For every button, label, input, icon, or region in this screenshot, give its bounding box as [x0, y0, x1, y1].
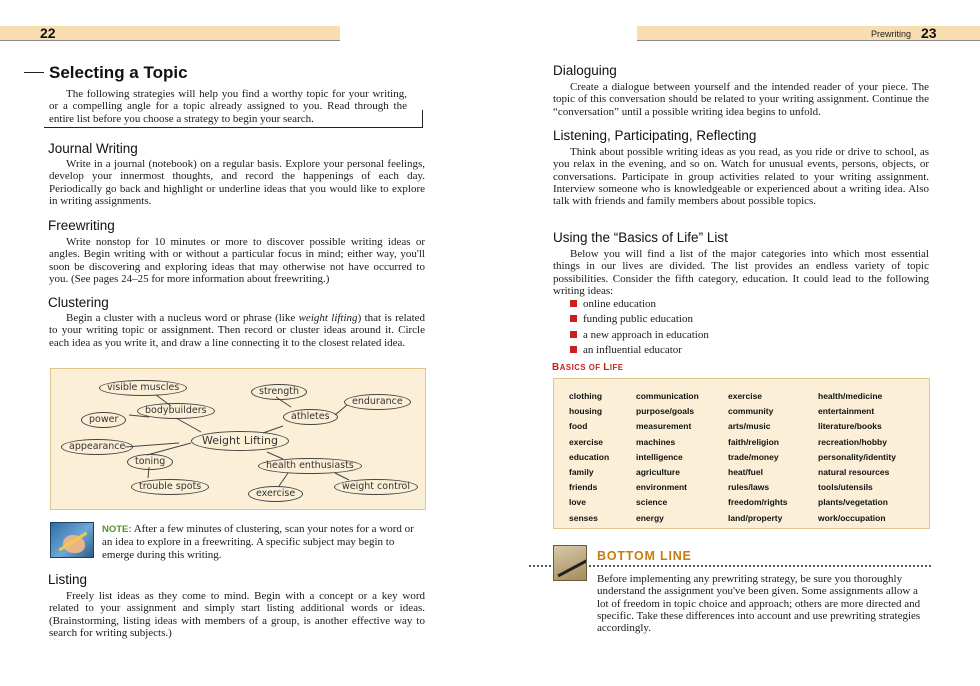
table-cell: energy	[636, 512, 664, 523]
bottom-line-paragraph: Before implementing any prewriting strategy, be sure you thoroughly understand the assignment you've been given. Some assignments allow a lot of freedom in topic choice and approach; others are more directed and specific. Take these differences into account and use prewriting strategies accordingly.	[597, 573, 921, 635]
cluster-node-center: Weight Lifting	[191, 431, 289, 451]
cluster-node-health-enthusiasts: health enthusiasts	[258, 458, 362, 474]
table-cell: freedom/rights	[728, 497, 788, 508]
title-bracket-bottom	[44, 127, 423, 128]
table-cell: exercise	[569, 436, 604, 447]
table-cell: health/medicine	[818, 391, 883, 401]
heading-clustering: Clustering	[48, 295, 109, 310]
table-cell: natural resources	[818, 467, 890, 478]
list-item	[570, 329, 930, 344]
fountain-pen-icon	[553, 545, 587, 581]
table-column	[818, 389, 896, 526]
cluster-node-endurance: endurance	[344, 394, 411, 410]
cluster-node-exercise: exercise	[248, 486, 303, 502]
clustering-text-end: ) that is related to your writing topic or assignment. Then record or cluster ideas around it. Circle each idea as you write it, and draw a line connecting it to the closest related idea.	[49, 312, 426, 349]
heading-dialoguing: Dialoguing	[553, 63, 617, 78]
cluster-node-weight-control: weight control	[334, 479, 418, 495]
paragraph-journal-writing: Write in a journal (notebook) on a regular basis. Explore your personal feelings, develop your innermost thoughts, and record the happenings of each day. Periodically go back and highlight or underline ideas that you would like to explore in writing assignments.	[49, 158, 425, 207]
page-number-right: 23	[921, 25, 937, 41]
title-part-1: ASICS OF	[559, 363, 604, 372]
page-number-left: 22	[40, 25, 56, 41]
bullet-text: online education	[583, 298, 657, 310]
cluster-node-toning: toning	[127, 454, 173, 470]
table-cell: rules/laws	[728, 482, 770, 493]
table-cell: senses	[569, 512, 598, 523]
table-cell: communication	[636, 391, 699, 401]
heading-listing: Listing	[48, 572, 88, 587]
bullet-square-icon	[570, 300, 577, 307]
clustering-text-italic: weight lifting	[298, 312, 358, 324]
table-column	[636, 389, 699, 526]
heading-freewriting: Freewriting	[48, 218, 115, 233]
bullet-text: funding public education	[583, 313, 693, 326]
table-cell: clothing	[569, 391, 603, 401]
bullet-square-icon	[570, 315, 577, 322]
heading-basics-of-life: Using the “Basics of Life” List	[553, 230, 728, 245]
table-cell: agriculture	[636, 467, 680, 478]
paragraph-freewriting: Write nonstop for 10 minutes or more to discover possible writing ideas or angles. Begin writing with or without a particular focus in mind; either way, you'll soon be discovering and exploring ideas that may otherwise not have occurred to you. (See pages 24–25 for more information about freewriting.)	[49, 236, 425, 285]
table-cell: recreation/hobby	[818, 436, 887, 447]
table-cell: literature/books	[818, 421, 882, 432]
table-cell: land/property	[728, 512, 783, 523]
table-cell: intelligence	[636, 451, 683, 462]
table-cell: community	[728, 406, 774, 417]
table-column	[569, 389, 609, 526]
bullet-text: a new approach in education	[583, 328, 709, 341]
paragraph-clustering	[49, 312, 425, 349]
title-bracket-top	[24, 72, 44, 73]
table-cell: friends	[569, 482, 598, 493]
list-item	[570, 298, 930, 313]
table-cell: machines	[636, 436, 676, 447]
note-hand-icon	[50, 522, 94, 558]
table-cell: plants/vegetation	[818, 497, 888, 508]
cluster-node-bodybuilders: bodybuilders	[137, 403, 215, 419]
table-cell: family	[569, 467, 594, 478]
table-cell: work/occupation	[818, 512, 886, 523]
title-initial-l: L	[603, 362, 610, 373]
table-cell: exercise	[728, 391, 763, 401]
page-title: Selecting a Topic	[49, 63, 188, 82]
basics-of-life-table	[553, 378, 930, 529]
table-cell: personality/identity	[818, 451, 896, 462]
paragraph-dialoguing: Create a dialogue between yourself and the intended reader of your piece. The topic of this conversation should be related to your writing assignment. Continue the “conversation” until a possible writing idea begins to unfold.	[553, 81, 929, 118]
table-column	[728, 389, 788, 526]
paragraph-basics-of-life: Below you will find a list of the major categories into which most essential things in our lives are divided. The list provides an endless variety of topic possibilities. Consider the fifth category, education. It could lead to the following writing ideas:	[553, 248, 929, 297]
title-bracket-side	[422, 110, 423, 128]
table-cell: arts/music	[728, 421, 771, 432]
cluster-node-trouble-spots: trouble spots	[131, 479, 209, 495]
cluster-diagram	[50, 368, 426, 510]
table-cell: trade/money	[728, 451, 779, 462]
cluster-node-strength: strength	[251, 384, 307, 400]
table-cell: food	[569, 421, 588, 432]
table-cell: love	[569, 497, 587, 508]
cluster-node-athletes: athletes	[283, 409, 338, 425]
heading-journal-writing: Journal Writing	[48, 141, 138, 156]
bullet-list	[570, 298, 930, 359]
title-initial-b: B	[552, 362, 560, 373]
table-cell: purpose/goals	[636, 406, 695, 417]
running-head: Prewriting	[871, 29, 912, 39]
list-item	[570, 313, 930, 328]
cluster-node-appearance: appearance	[61, 439, 133, 455]
cluster-node-visible-muscles: visible muscles	[99, 380, 187, 396]
bottom-line-dotted-rule	[529, 565, 931, 567]
table-cell: heat/fuel	[728, 467, 763, 478]
note-label: NOTE:	[102, 524, 132, 535]
cluster-node-power: power	[81, 412, 126, 428]
paragraph-listing: Freely list ideas as they come to mind. Begin with a concept or a key word related to your assignment and simply start listing additional words or ideas. (Brainstorming, listing ideas with members of a group, is another effective way to search for writing subjects.)	[49, 590, 425, 639]
paragraph-listening: Think about possible writing ideas as you read, as you ride or drive to school, as you relax in the evening, and so on. Watch for unusual events, persons, objects, or conversations. Participate in group activities related to your writing assignment. Interview someone who is knowledgeable or experienced about a writing idea. Also talk with friends and family members about possible topics.	[553, 146, 929, 208]
table-cell: faith/religion	[728, 436, 779, 447]
bottom-line-title: BOTTOM LINE	[597, 549, 692, 563]
table-cell: environment	[636, 482, 688, 493]
table-cell: entertainment	[818, 406, 875, 417]
basics-of-life-title	[552, 362, 623, 373]
table-cell: tools/utensils	[818, 482, 873, 493]
heading-listening: Listening, Participating, Reflecting	[553, 128, 757, 143]
table-cell: science	[636, 497, 668, 508]
bullet-square-icon	[570, 346, 577, 353]
clustering-text-start: Begin a cluster with a nucleus word or phrase (like	[66, 312, 299, 324]
bullet-text: an influential educator	[583, 343, 682, 356]
list-item	[570, 344, 930, 359]
note-paragraph	[102, 523, 426, 561]
table-cell: measurement	[636, 421, 692, 432]
table-cell: housing	[569, 406, 603, 417]
note-text: After a few minutes of clustering, scan your notes for a word or an idea to explore in a freewriting. A specific subject may begin to emerge during this writing.	[102, 523, 414, 561]
table-cell: education	[569, 451, 610, 462]
intro-paragraph: The following strategies will help you find a worthy topic for your writing, or a compelling angle for a topic already assigned to you. Read through the entire list before you choose a strategy to begin your search.	[49, 88, 407, 125]
bullet-square-icon	[570, 331, 577, 338]
title-part-2: IFE	[609, 363, 624, 372]
